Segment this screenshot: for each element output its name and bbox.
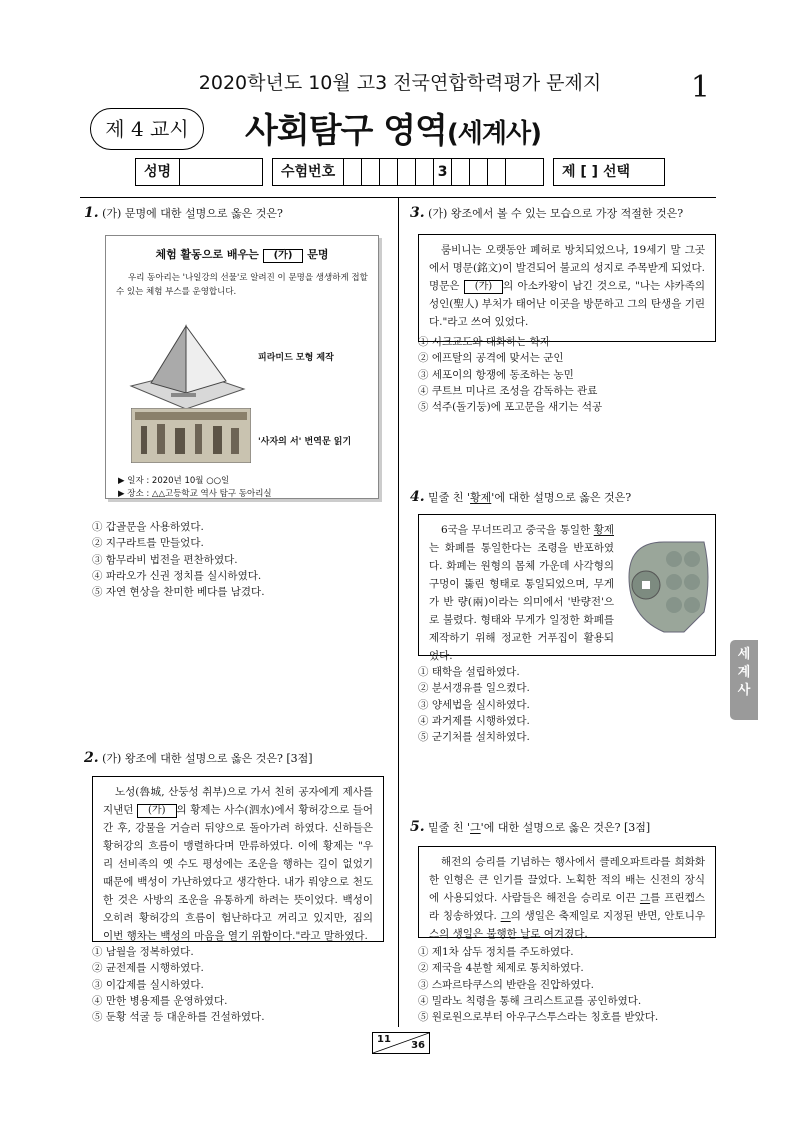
question-number: 1. [84, 205, 99, 221]
digit-cell [344, 159, 362, 185]
option-5[interactable]: ⑤ 원로원으로부터 아우구스투스라는 칭호를 받았다. [418, 1011, 659, 1024]
subject-main: 사회탐구 영역 [245, 111, 447, 151]
name-label: 성명 [136, 159, 180, 185]
digit-cell [362, 159, 380, 185]
digit-cell [380, 159, 398, 185]
question-number: 2. [84, 750, 99, 766]
option-1[interactable]: ① 태학을 설립하였다. [418, 666, 520, 678]
digit-cell [398, 159, 416, 185]
digit-cell [488, 159, 506, 185]
q5-options [418, 944, 718, 1025]
underlined-term: 황제 [593, 524, 614, 536]
q3-options [418, 334, 718, 415]
question-4: 4. 밑줄 친 '황제'에 대한 설명으로 옳은 것은? [410, 489, 632, 505]
activity-pyramid: 피라미드 모형 제작 [258, 353, 334, 363]
underlined-term: 황제 [470, 491, 492, 504]
answer-blank: (가) [263, 249, 304, 263]
question-prompt: (가) 왕조에 대한 설명으로 옳은 것은? [3점] [102, 752, 313, 765]
page-number: 1 [690, 70, 710, 105]
option-4[interactable]: ④ 과거제를 시행하였다. [418, 714, 530, 727]
question-number: 3. [410, 205, 425, 221]
period-label: 제 4 교시 [90, 108, 204, 150]
digit-cell [452, 159, 470, 185]
option-2[interactable]: ② 지구라트를 만들었다. [92, 537, 204, 550]
option-1[interactable]: ① 제1차 삼두 정치를 주도하였다. [418, 946, 574, 958]
answer-blank: (가) [137, 804, 176, 818]
pyramid-image [126, 321, 246, 411]
underlined-term: 그 [639, 892, 651, 904]
question-prompt: (가) 문명에 대한 설명으로 옳은 것은? [102, 207, 283, 220]
underlined-term: 그 [500, 910, 511, 922]
event-date: ▶ 일자 : 2020년 10월 ○○일 [118, 476, 230, 486]
q4-passage [418, 514, 716, 662]
subject-sub: (세계사) [446, 119, 542, 149]
q2-options [92, 944, 392, 1025]
option-1[interactable]: ① 시크교도와 대화하는 학자 [418, 336, 551, 348]
footer-right: 36 [411, 1040, 425, 1051]
option-4[interactable]: ④ 밀라노 칙령을 통해 크리스트교를 공인하였다. [418, 994, 642, 1007]
subject-side-tab: 세계사 [730, 640, 758, 720]
option-3[interactable]: ③ 세포이의 항쟁에 동조하는 농민 [418, 368, 574, 381]
coin-mold-image [624, 537, 714, 637]
option-5[interactable]: ⑤ 석주(돌기둥)에 포고문을 새기는 석공 [418, 401, 603, 414]
subject-title [245, 103, 541, 152]
exam-number-field[interactable] [272, 158, 544, 186]
option-4[interactable]: ④ 만한 병용제를 운영하였다. [92, 994, 228, 1007]
question-3 [410, 206, 720, 221]
q5-passage: 해전의 승리를 기념하는 행사에서 클레오파트라를 희화화한 인형은 큰 인기를 끌었다. 노획한 적의 배는 신전의 장식에 사용되었다. 사람들은 해전을 승리로 이끈 그를 프린켑스라 칭송하였다. 그의 생일은 축제일로 지정된 반면, 안토니우스의 생일은 불행한 날로 여겨졌다. [418, 846, 716, 938]
question-number: 5. [410, 819, 425, 835]
elective-label: 제 [ ] 선택 [562, 164, 630, 180]
option-2[interactable]: ② 제국을 4분할 체제로 통치하였다. [418, 962, 584, 975]
answer-blank: (가) [464, 280, 503, 294]
digit-cell [416, 159, 434, 185]
question-number: 4. [410, 489, 425, 505]
option-3[interactable]: ③ 함무라비 법전을 편찬하였다. [92, 553, 238, 566]
q4-passage-text: 6국을 무너뜨리고 중국을 통일한 황제는 화폐를 통일한다는 조령을 반포하였다. 화폐는 원형의 몸체 가운데 사각형의 구멍이 뚫린 형태로 통일되었으며, 무게가 반 량(兩)이라는 의미에서 '반량전'으로 불렸다. 형태와 무게가 일정한 화폐를 제작하기 위해 정교한 거푸집이 활용되었다. [429, 524, 614, 662]
digit-cell [470, 159, 488, 185]
option-4[interactable]: ④ 파라오가 신권 정치를 실시하였다. [92, 569, 262, 582]
question-5: 5. 밑줄 친 '그'에 대한 설명으로 옳은 것은? [3점] [410, 819, 651, 835]
elective-select-field[interactable] [553, 158, 665, 186]
activity-book: '사자의 서' 번역문 읽기 [258, 437, 352, 447]
event-place: ▶ 장소 : △△고등학교 역사 탐구 동아리실 [118, 489, 272, 499]
footer-left: 11 [377, 1034, 391, 1045]
book-of-dead-image [131, 408, 251, 463]
option-5[interactable]: ⑤ 둔황 석굴 등 대운하를 건설하였다. [92, 1011, 265, 1024]
option-3[interactable]: ③ 양세법을 실시하였다. [418, 698, 530, 711]
question-prompt: (가) 왕조에서 볼 수 있는 모습으로 가장 적절한 것은? [428, 207, 684, 220]
option-5[interactable]: ⑤ 군기처를 설치하였다. [418, 731, 530, 744]
name-field[interactable] [135, 158, 263, 186]
option-3[interactable]: ③ 이갑제를 실시하였다. [92, 978, 204, 991]
option-1[interactable]: ① 갑골문을 사용하였다. [92, 521, 204, 533]
option-2[interactable]: ② 균전제를 시행하였다. [92, 962, 204, 975]
q1-options [92, 519, 392, 600]
option-4[interactable]: ④ 쿠트브 미나르 조성을 감독하는 관료 [418, 384, 598, 397]
poster-body: 우리 동아리는 '나일강의 선물'로 알려진 이 문명을 생생하게 접할 수 있는 체험 부스를 운영합니다. [116, 273, 368, 297]
digit-cell-fixed: 3 [434, 159, 452, 185]
column-divider [398, 197, 399, 1027]
poster-title: 체험 활동으로 배우는 (가) 문명 [155, 248, 329, 261]
question-2 [84, 751, 389, 766]
q3-passage: 룸비니는 오랫동안 폐허로 방치되었으나, 19세기 말 그곳에서 명문(銘文)이 발견되어 불교의 성지로 주목받게 되었다. 명문은 (가) 의 아소카왕이 남긴 것으로, "나는 샤카족의 성인(聖人) 부처가 태어난 이곳을 방문하고 그의 탄생을 기린다."라고 쓰여 있었다. [418, 234, 716, 342]
option-2[interactable]: ② 에프탈의 공격에 맞서는 군인 [418, 352, 564, 365]
q4-options [418, 664, 718, 745]
question-1 [84, 206, 389, 221]
page-counter [372, 1032, 430, 1054]
q1-poster [105, 235, 379, 499]
exam-title: 2020학년도 10월 고3 전국연합학력평가 문제지 [198, 72, 602, 94]
q2-passage: 노성(魯城, 산둥성 취부)으로 가서 친히 공자에게 제사를 지낸던 (가) 의 황제는 사수(泗水)에서 황허강으로 들어간 후, 강물을 거슬러 뒤양으로 돌아가려 하였다. 신하들은 황허강의 흐름이 맹렬하다며 만류하였다. 이에 황제는 "우리 선비족의 옛 수도 평성에는 조운을 행하는 길이 없었기 때문에 백성이 가난하였다고 생각한다. 내가 뤄양으로 천도한 것은 사방의 조운을 유통하게 하려는 뜻이었다. 백성이 오히려 황허강의 흐름이 험난하다고 꺼리고 있지만, 짐의 이번 행차는 백성의 마음을 열기 위함이다."라고 말하였다. [92, 776, 384, 942]
option-2[interactable]: ② 분서갱유를 일으켰다. [418, 682, 530, 695]
digit-cell [506, 159, 523, 185]
exam-number-label: 수험번호 [273, 159, 344, 185]
underlined-term: 그 [470, 821, 481, 834]
option-3[interactable]: ③ 스파르타쿠스의 반란을 진압하였다. [418, 978, 594, 991]
option-5[interactable]: ⑤ 자연 현상을 찬미한 베다를 남겼다. [92, 586, 265, 599]
option-1[interactable]: ① 남월을 정복하였다. [92, 946, 194, 958]
